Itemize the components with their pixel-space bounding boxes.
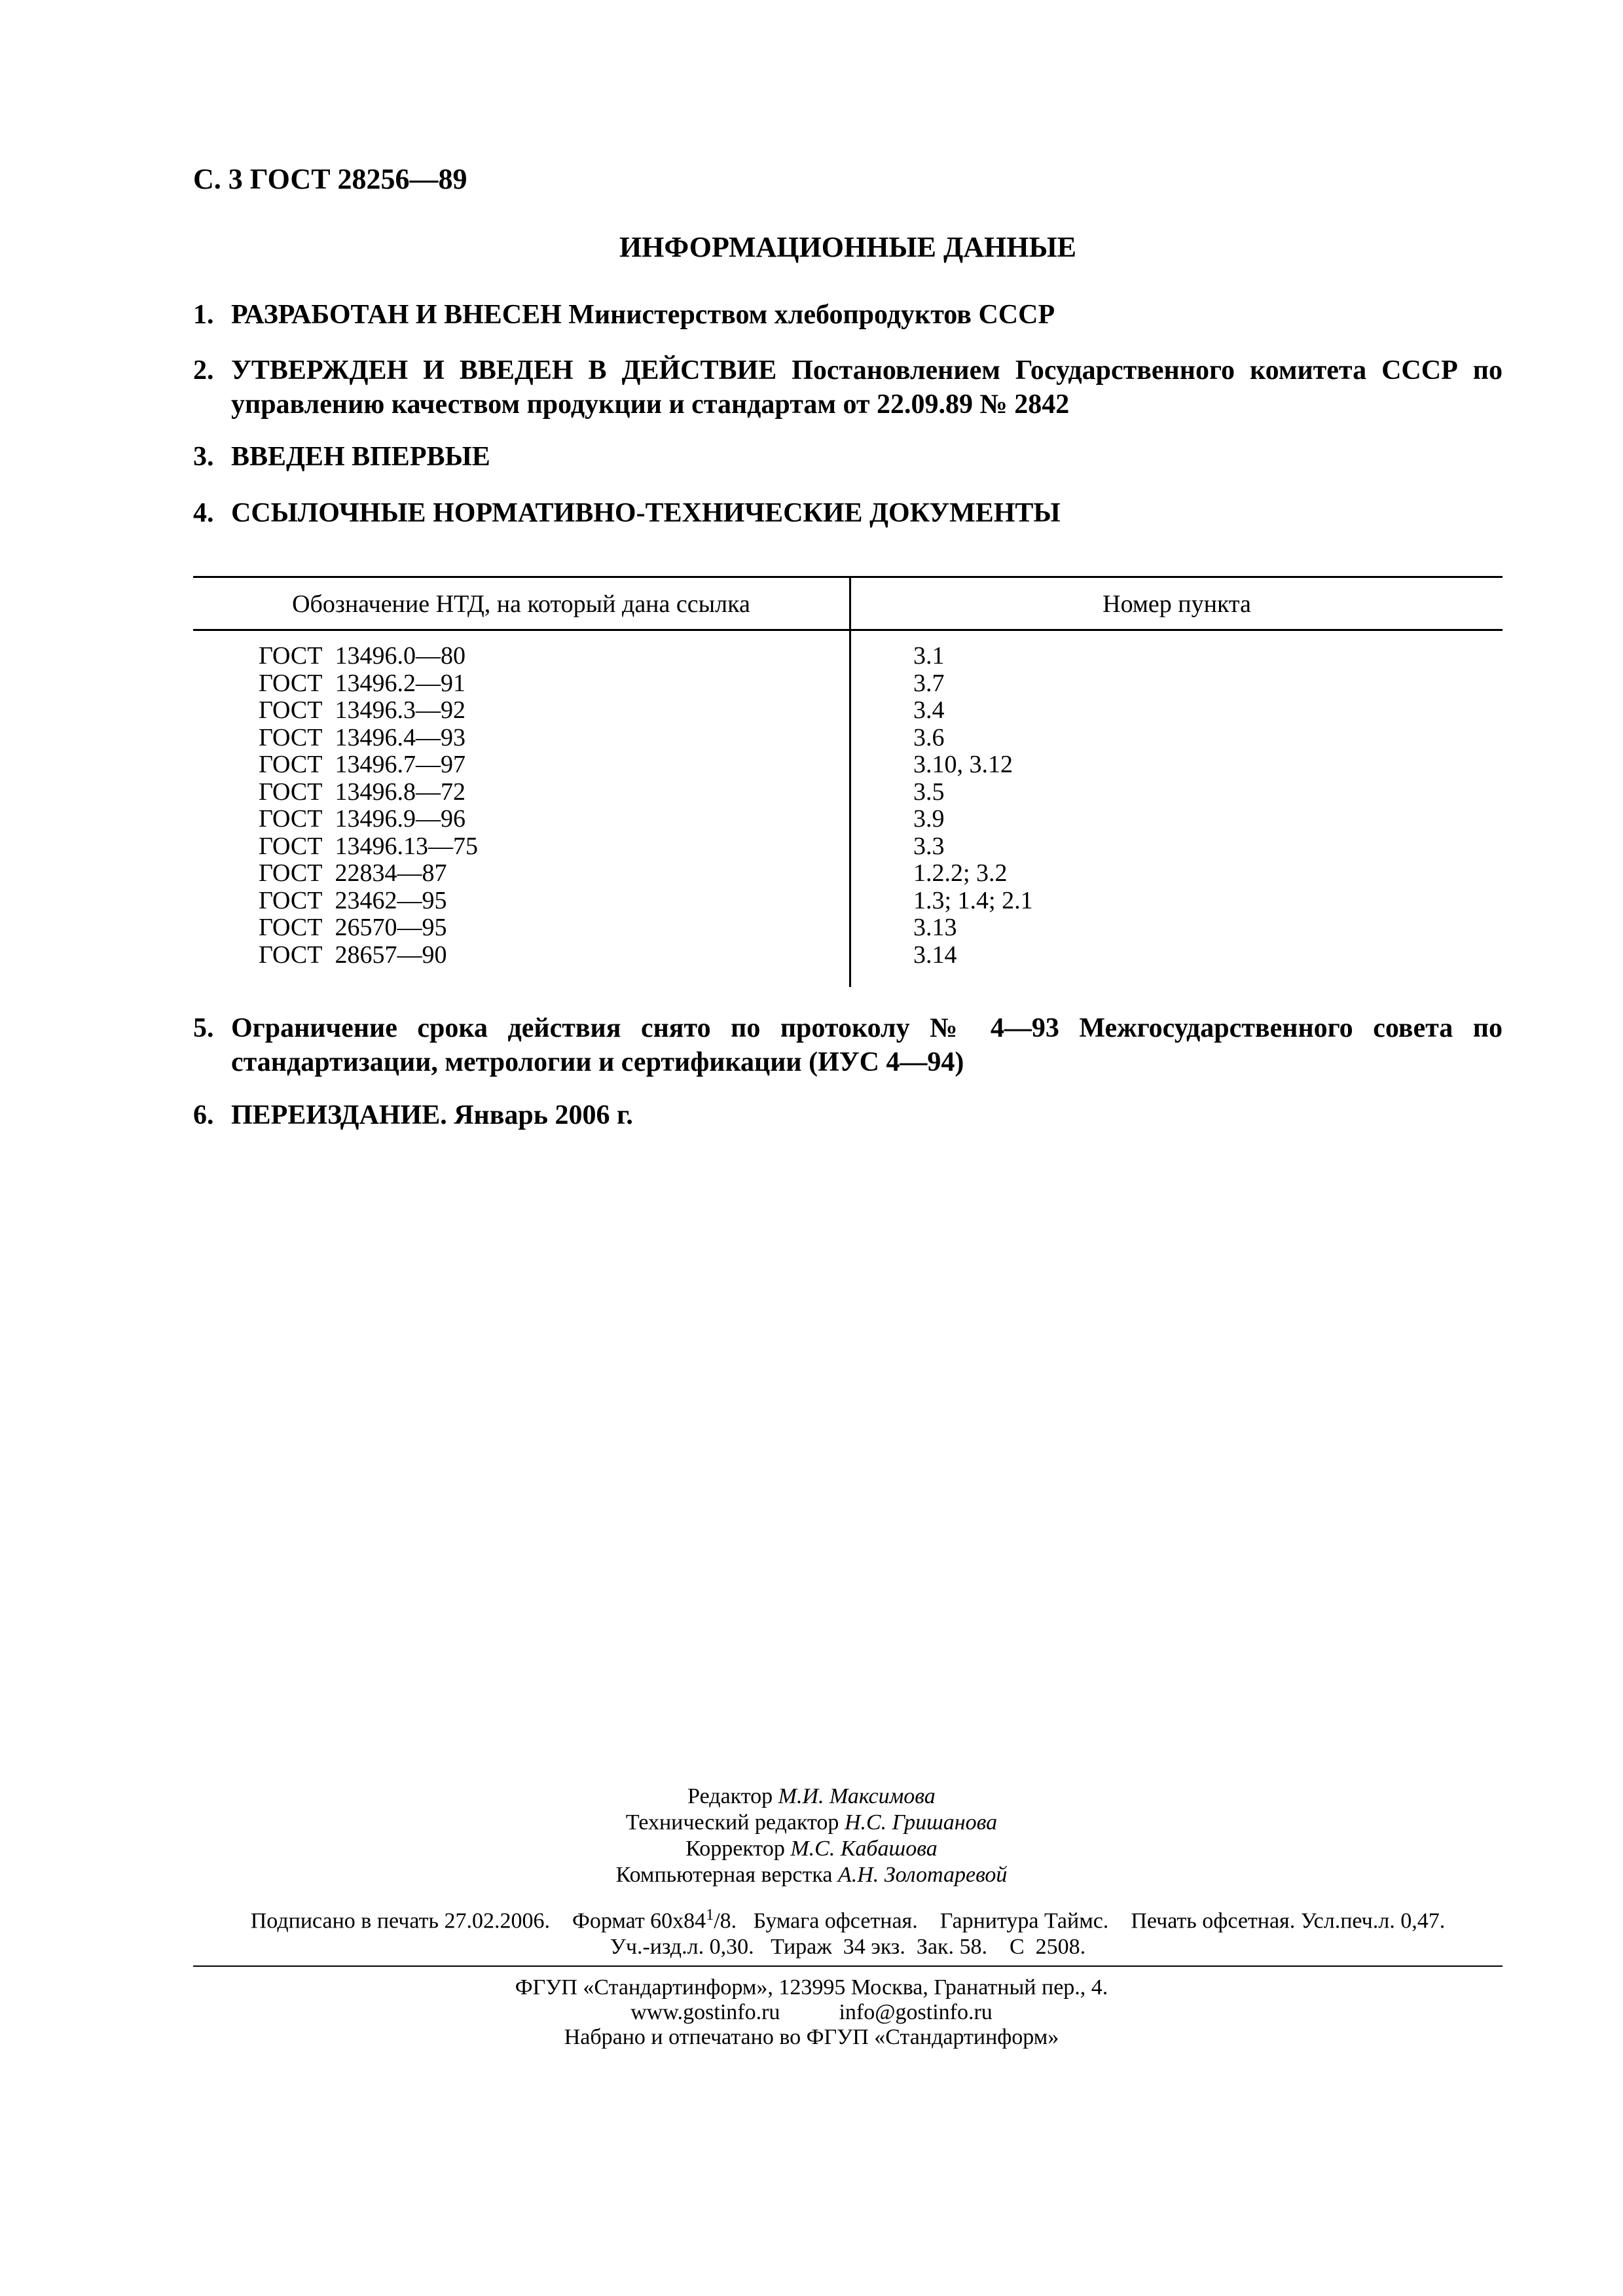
document-column [259, 643, 835, 969]
publisher-info [0, 1975, 1623, 2050]
footer-divider [193, 1965, 1503, 1967]
credit-technical-editor: Технический редактор Н.С. Гришанова [625, 1810, 998, 1835]
table-cell-document: ГОСТ 13496.4—93 [259, 723, 465, 751]
table-cell-clause: 3.1 [913, 642, 945, 670]
table-cell-document: ГОСТ 13496.13—75 [259, 832, 478, 860]
table-cell-document: ГОСТ 26570—95 [259, 914, 447, 941]
table-cell-document: ГОСТ 13496.7—97 [259, 751, 465, 778]
clause-column [913, 643, 1489, 969]
table-cell-document: ГОСТ 13496.3—92 [259, 696, 465, 724]
reference-table [193, 576, 1503, 987]
table-cell-clause: 3.13 [913, 914, 957, 941]
info-item-1 [193, 298, 1503, 332]
item-number: 3. [193, 442, 214, 472]
credits-block [0, 1784, 1623, 1888]
table-cell-clause: 3.7 [913, 669, 945, 697]
item-number: 6. [193, 1100, 214, 1130]
info-item-4 [193, 496, 1503, 530]
info-item-2 [193, 353, 1503, 422]
table-cell-clause: 3.4 [913, 696, 945, 724]
credit-proofreader: Корректор М.С. Кабашова [685, 1837, 938, 1861]
item-number: 4. [193, 498, 214, 528]
column-header-document: Обозначение НТД, на который дана ссылка [292, 590, 750, 618]
table-header-rule [193, 629, 1503, 631]
column-header-clause: Номер пункта [1103, 590, 1251, 618]
print-info-line-1: Подписано в печать 27.02.2006. Формат $60x84^1/8$. Бумага офсетная. Гарнитура Таймс. Печать офсетная. Усл.печ.л. 0,47. [250, 1907, 1446, 1933]
item-text: ССЫЛОЧНЫЕ НОРМАТИВНО-ТЕХНИЧЕСКИЕ ДОКУМЕНТЫ [231, 498, 1061, 528]
item-text: ПЕРЕИЗДАНИЕ. Январь 2006 г. [231, 1100, 633, 1130]
table-cell-document: ГОСТ 13496.9—96 [259, 805, 465, 833]
publisher-email: info@gostinfo.ru [839, 2000, 993, 2024]
table-cell-document: ГОСТ 13496.0—80 [259, 642, 465, 670]
page-title: ИНФОРМАЦИОННЫЕ ДАННЫЕ [619, 231, 1077, 263]
table-top-rule [193, 576, 1503, 578]
table-cell-document: ГОСТ 23462—95 [259, 886, 447, 914]
table-cell-clause: 3.10, 3.12 [913, 751, 1013, 778]
publisher-address: ФГУП «Стандартинформ», 123995 Москва, Гранатный пер., 4. [515, 1975, 1108, 2000]
table-cell-document: ГОСТ 22834—87 [259, 859, 447, 887]
publisher-contacts [0, 2000, 1623, 2025]
item-number: 5. [193, 1013, 214, 1043]
item-text: Ограничение срока действия снято по протоколу № 4—93 Межгосударственного совета по стандартизации, метрологии и сертификации (ИУС 4—94) [231, 1013, 1503, 1077]
table-cell-clause: 3.6 [913, 723, 945, 751]
page-header: С. 3 ГОСТ 28256—89 [193, 163, 467, 195]
publisher-website: www.gostinfo.ru [630, 2000, 780, 2024]
publisher-printing: Набрано и отпечатано во ФГУП «Стандартинформ» [564, 2025, 1059, 2049]
info-item-3 [193, 440, 1503, 474]
item-number: 1. [193, 300, 214, 330]
item-text: РАЗРАБОТАН И ВНЕСЕН Министерством хлебопродуктов СССР [231, 300, 1055, 330]
table-cell-clause: 3.9 [913, 805, 945, 833]
item-text: УТВЕРЖДЕН И ВВЕДЕН В ДЕЙСТВИЕ Постановлением Государственного комитета СССР по управлению качеством продукции и стандартам от 22.09.89 № 2842 [231, 355, 1503, 420]
item-text: ВВЕДЕН ВПЕРВЫЕ [231, 442, 490, 472]
credit-layout: Компьютерная верстка А.Н. Золотаревой [615, 1863, 1008, 1887]
print-info [193, 1902, 1503, 1960]
table-cell-clause: 3.3 [913, 832, 945, 860]
table-cell-clause: 1.3; 1.4; 2.1 [913, 886, 1033, 914]
table-cell-document: ГОСТ 28657—90 [259, 941, 447, 969]
table-cell-clause: 3.14 [913, 941, 957, 969]
table-cell-document: ГОСТ 13496.8—72 [259, 778, 465, 806]
item-number: 2. [193, 355, 214, 386]
table-column-divider [849, 576, 851, 987]
table-cell-clause: 1.2.2; 3.2 [913, 859, 1008, 887]
print-info-line-2: Уч.-изд.л. 0,30. Тираж 34 экз. Зак. 58. С 2508. [610, 1935, 1086, 1960]
info-item-5 [193, 1011, 1503, 1079]
table-cell-clause: 3.5 [913, 778, 945, 806]
table-cell-document: ГОСТ 13496.2—91 [259, 669, 465, 697]
info-item-6 [193, 1098, 1503, 1132]
credit-editor: Редактор М.И. Максимова [687, 1784, 936, 1808]
